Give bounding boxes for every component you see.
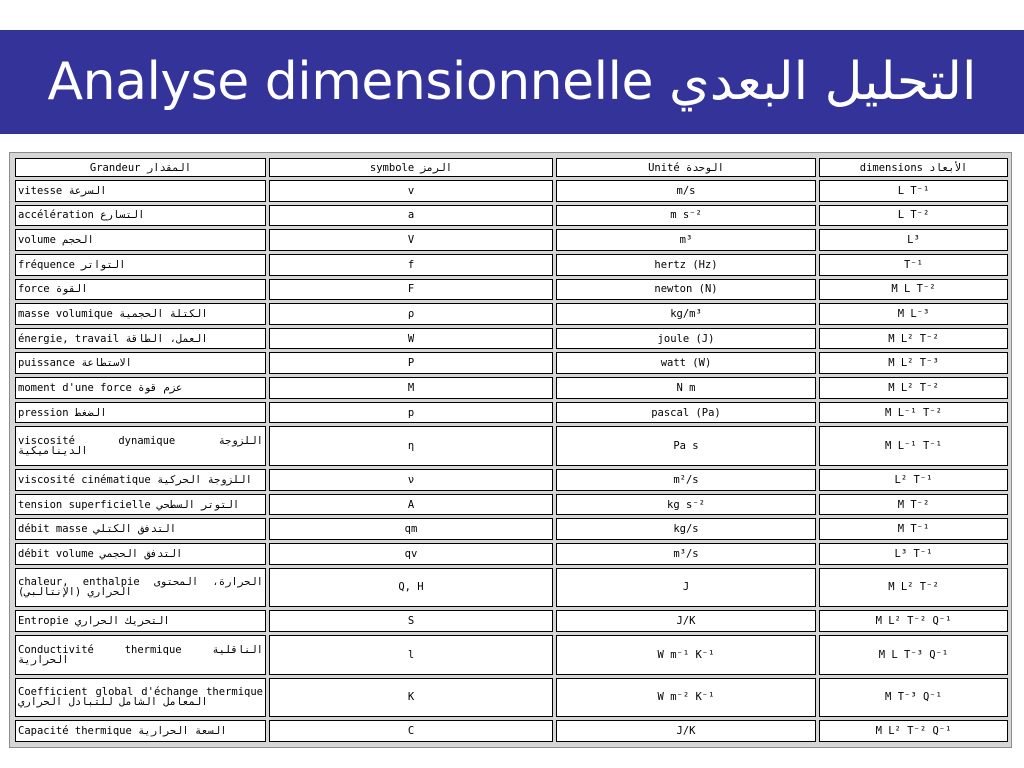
cell-quantity: fréquence التواتر [15,254,266,276]
cell-quantity: pression الضغط [15,402,266,424]
cell-unit: J/K [556,720,816,742]
cell-unit: kg/s [556,518,816,540]
cell-unit: J [556,568,816,608]
units-table-container [9,152,1012,748]
cell-unit: N m [556,377,816,399]
cell-dimensions: L³ [819,229,1008,251]
cell-unit: Pa s [556,426,816,466]
cell-quantity: masse volumique الكتلة الحجمية [15,303,266,325]
cell-quantity: force القوة [15,279,266,301]
table-row [15,352,1008,374]
cell-dimensions: M L² T⁻² Q⁻¹ [819,610,1008,632]
units-table [12,155,1011,745]
cell-symbol: C [269,720,553,742]
cell-unit: W m⁻² K⁻¹ [556,678,816,718]
cell-quantity: puissance الاستطاعة [15,352,266,374]
cell-quantity: moment d'une force عزم قوة [15,377,266,399]
cell-symbol: f [269,254,553,276]
table-row [15,720,1008,742]
cell-symbol: qv [269,543,553,565]
page-title: Analyse dimensionnelle التحليل البعدي [47,52,977,112]
cell-dimensions: M T⁻³ Q⁻¹ [819,678,1008,718]
cell-dimensions: M L² T⁻² [819,377,1008,399]
cell-symbol: p [269,402,553,424]
cell-unit: kg/m³ [556,303,816,325]
table-row [15,180,1008,202]
cell-symbol: S [269,610,553,632]
cell-quantity: Conductivité thermique الناقلية الحرارية [15,635,266,675]
table-row [15,426,1008,466]
cell-unit: pascal (Pa) [556,402,816,424]
header-quantity: Grandeur المقدار [15,158,266,177]
cell-dimensions: M T⁻² [819,494,1008,516]
cell-quantity: Coefficient global d'échange thermique المعامل الشامل للتبادل الحراري [15,678,266,718]
header-symbol: symbole الرمز [269,158,553,177]
cell-dimensions: L T⁻¹ [819,180,1008,202]
table-row [15,678,1008,718]
cell-quantity: viscosité cinématique اللزوجة الحركية [15,469,266,491]
cell-symbol: M [269,377,553,399]
cell-dimensions: M L T⁻² [819,279,1008,301]
table-row [15,518,1008,540]
table-row [15,543,1008,565]
cell-quantity: Capacité thermique السعة الحرارية [15,720,266,742]
table-row [15,279,1008,301]
table-row [15,568,1008,608]
cell-quantity: débit masse التدفق الكتلي [15,518,266,540]
cell-unit: joule (J) [556,328,816,350]
cell-symbol: qm [269,518,553,540]
cell-symbol: A [269,494,553,516]
cell-quantity: vitesse السرعة [15,180,266,202]
cell-unit: newton (N) [556,279,816,301]
cell-unit: m/s [556,180,816,202]
cell-quantity: Entropie التحريك الحراري [15,610,266,632]
table-row [15,303,1008,325]
cell-dimensions: L² T⁻¹ [819,469,1008,491]
cell-dimensions: M L² T⁻³ [819,352,1008,374]
cell-unit: m²/s [556,469,816,491]
cell-dimensions: M T⁻¹ [819,518,1008,540]
cell-symbol: K [269,678,553,718]
cell-unit: kg s⁻² [556,494,816,516]
cell-symbol: V [269,229,553,251]
cell-unit: m³/s [556,543,816,565]
cell-dimensions: L T⁻² [819,205,1008,227]
table-row [15,377,1008,399]
cell-symbol: l [269,635,553,675]
table-row [15,610,1008,632]
cell-dimensions: M L² T⁻² Q⁻¹ [819,720,1008,742]
cell-unit: watt (W) [556,352,816,374]
cell-dimensions: M L T⁻³ Q⁻¹ [819,635,1008,675]
header-unit: Unité الوحدة [556,158,816,177]
table-row [15,469,1008,491]
cell-quantity: viscosité dynamique اللزوجة الديناميكية [15,426,266,466]
cell-quantity: chaleur, enthalpie الحرارة، المحتوى الحراري (الإنتالبي) [15,568,266,608]
title-bar [0,30,1024,134]
cell-quantity: débit volume التدفق الحجمي [15,543,266,565]
cell-symbol: Q, H [269,568,553,608]
cell-unit: W m⁻¹ K⁻¹ [556,635,816,675]
table-row [15,635,1008,675]
cell-symbol: F [269,279,553,301]
cell-quantity: accélération التسارع [15,205,266,227]
cell-symbol: ν [269,469,553,491]
cell-unit: J/K [556,610,816,632]
cell-quantity: énergie, travail العمل، الطاقة [15,328,266,350]
cell-dimensions: M L² T⁻² [819,568,1008,608]
cell-symbol: v [269,180,553,202]
cell-symbol: P [269,352,553,374]
table-row [15,402,1008,424]
cell-unit: m³ [556,229,816,251]
table-row [15,494,1008,516]
cell-symbol: W [269,328,553,350]
table-row [15,254,1008,276]
cell-symbol: ρ [269,303,553,325]
table-row [15,229,1008,251]
table-row [15,205,1008,227]
header-dimensions: dimensions الأبعاد [819,158,1008,177]
cell-dimensions: M L² T⁻² [819,328,1008,350]
cell-dimensions: L³ T⁻¹ [819,543,1008,565]
cell-dimensions: M L⁻¹ T⁻² [819,402,1008,424]
cell-unit: m s⁻² [556,205,816,227]
table-row [15,328,1008,350]
cell-quantity: volume الحجم [15,229,266,251]
cell-dimensions: M L⁻¹ T⁻¹ [819,426,1008,466]
cell-dimensions: T⁻¹ [819,254,1008,276]
cell-unit: hertz (Hz) [556,254,816,276]
cell-quantity: tension superficielle التوتر السطحي [15,494,266,516]
cell-symbol: η [269,426,553,466]
table-header-row [15,158,1008,177]
cell-symbol: a [269,205,553,227]
cell-dimensions: M L⁻³ [819,303,1008,325]
